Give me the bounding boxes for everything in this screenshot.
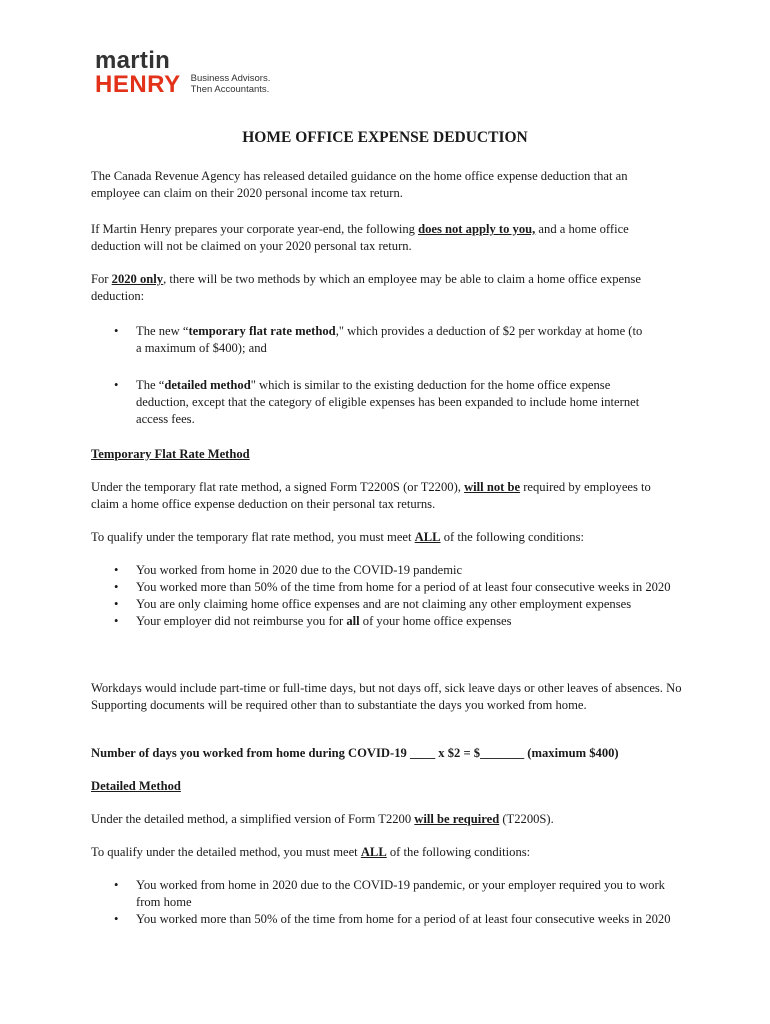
detailed-conditions-intro: To qualify under the detailed method, you must meet ALL of the following conditions: — [91, 845, 531, 859]
intro-paragraph: The Canada Revenue Agency has released detailed guidance on the home office expense deduction that an employee can claim on their 2020 personal income tax return. — [91, 169, 628, 200]
methods-list — [91, 323, 691, 357]
applicability-paragraph: If Martin Henry prepares your corporate year-end, the following does not apply to you, and a home office deduction will not be claimed on your 2020 personal tax return. — [91, 222, 629, 253]
list-item: • You worked more than 50% of the time from home for a period of at least four consecutive weeks in 2020 — [91, 579, 684, 596]
days-calculation-line: Number of days you worked from home during COVID-19 ____ x $2 = $_______ (maximum $400) — [91, 746, 619, 760]
martin-henry-logo — [95, 47, 271, 98]
flat-rate-conditions-list — [91, 562, 691, 630]
logo-tagline — [191, 73, 271, 96]
list-item: • The new “temporary flat rate method," which provides a deduction of $2 per workday at home (to a maximum of $400); and — [91, 323, 646, 357]
methods-intro-paragraph: For 2020 only, there will be two methods by which an employee may be able to claim a home office expense deduction: — [91, 272, 641, 303]
flat-rate-paragraph: Under the temporary flat rate method, a signed Form T2200S (or T2200), will not be required by employees to claim a home office expense deduction on their personal tax returns. — [91, 480, 651, 511]
document-title: HOME OFFICE EXPENSE DEDUCTION — [242, 129, 528, 146]
workdays-paragraph: Workdays would include part-time or full-time days, but not days off, sick leave days or other leaves of absences. No Supporting documents will be required other than to substantiate the days you worked from home. — [91, 681, 682, 712]
list-item: • The “detailed method" which is similar to the existing deduction for the home office expense deduction, except that the category of eligible expenses has been expanded to include home internet access fees. — [91, 377, 664, 428]
detailed-method-heading: Detailed Method — [91, 779, 181, 793]
detailed-conditions-list — [91, 877, 691, 928]
logo-henry-text: HENRY — [95, 71, 181, 98]
methods-list-2 — [91, 377, 691, 428]
flat-rate-conditions-intro: To qualify under the temporary flat rate method, you must meet ALL of the following conditions: — [91, 530, 584, 544]
list-item: • You are only claiming home office expenses and are not claiming any other employment expenses — [91, 596, 646, 613]
logo-martin-text: martin — [95, 47, 171, 74]
does-not-apply-emphasis: does not apply to you, — [418, 222, 536, 236]
logo-tagline-1: Business Advisors. — [190, 73, 271, 84]
flat-rate-heading: Temporary Flat Rate Method — [91, 447, 250, 461]
list-item: • You worked more than 50% of the time from home for a period of at least four consecutive weeks in 2020 — [91, 911, 684, 928]
year-emphasis: 2020 only — [111, 272, 164, 286]
list-item: • You worked from home in 2020 due to the COVID-19 pandemic, or your employer required you to work from home — [91, 877, 681, 911]
detailed-method-paragraph: Under the detailed method, a simplified version of Form T2200 will be required (T2200S). — [91, 812, 554, 826]
list-item: • Your employer did not reimburse you for all of your home office expenses — [91, 613, 691, 630]
list-item: • You worked from home in 2020 due to the COVID-19 pandemic — [91, 562, 691, 579]
logo-tagline-2: Then Accountants. — [190, 84, 270, 95]
